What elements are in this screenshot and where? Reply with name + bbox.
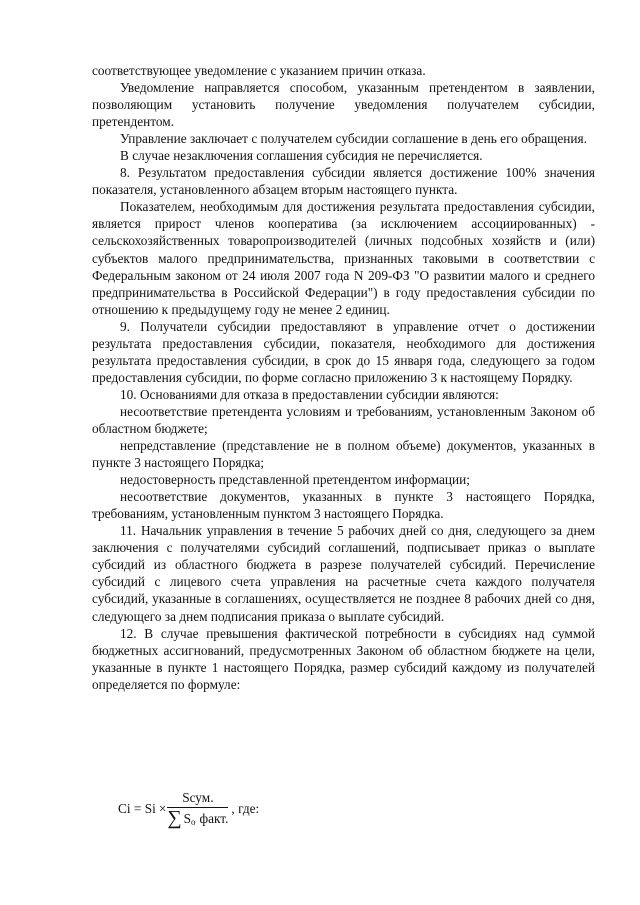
- paragraph-1: соответствующее уведомление с указанием причин отказа.: [92, 63, 426, 78]
- formula-numerator: Sсум.: [182, 790, 214, 805]
- formula-denominator-var: S: [183, 811, 191, 826]
- document-body: [92, 62, 595, 693]
- formula-denominator: [167, 808, 228, 827]
- paragraph-10: непредставление (представление не в полном объеме) документов, указанных в пункте 3 настоящего Порядка;: [92, 438, 595, 471]
- paragraph-11: недостоверность представленной претендентом информации;: [120, 472, 470, 488]
- paragraph-5: 8. Результатом предоставления субсидии является достижение 100% значения показателя, установленного абзацем вторым настоящего пункта.: [92, 165, 595, 198]
- formula-times-sign: ×: [158, 800, 167, 816]
- paragraph-8: 10. Основаниями для отказа в предоставлении субсидии являются:: [120, 386, 499, 402]
- formula-fraction: [167, 790, 228, 827]
- paragraph-7: 9. Получатели субсидии предоставляют в управление отчет о достижении результата предоставления субсидии, показателя, необходимого для достижения результата предоставления субсидии, в срок до 15 января года, следующего за годом предоставления субсидии, по форме согласно приложению 3 к настоящему Порядку.: [92, 318, 595, 385]
- paragraph-13: 11. Начальник управления в течение 5 рабочих дней со дня, следующего за днем заключения с получателями субсидий соглашений, подписывает приказ о выплате субсидий из областного бюджета в разрезе получателей субсидий. Перечисление субсидий с лицевого счета управления на расчетные счета каждого получателя субсидий, указанные в соглашениях, осуществляется не позднее 8 рабочих дней со дня, следующего за днем подписания приказа о выплате субсидий.: [92, 523, 595, 624]
- paragraph-2: Уведомление направляется способом, указанным претендентом в заявлении, позволяющим установить получение уведомления получателем субсидии, претендентом.: [92, 80, 595, 130]
- paragraph-14: 12. В случае превышения фактической потребности в субсидиях над суммой бюджетных ассигнований, предусмотренных Законом об областном бюджете на цели, указанные в пункте 1 настоящего Порядка, размер субсидий каждому из получателей определяется по формуле:: [92, 625, 595, 692]
- formula-lhs: Ci = Si: [118, 800, 156, 816]
- paragraph-6: Показателем, необходимым для достижения результата предоставления субсидии, является прирост членов кооператива (за исключением ассоциированных) - сельскохозяйственных товаропроизводителей (личных подсобных хозяйств и (или) субъектов малого предпринимательства, признанных таковыми в соответствии с Федеральным законом от 24 июля 2007 года N 209-ФЗ "О развитии малого и среднего предпринимательства в Российской Федерации") в году предоставления субсидии по отношению к предыдущему году не менее 2 единиц.: [92, 199, 595, 317]
- paragraph-9: несоответствие претендента условиям и требованиям, установленным Законом об областном бюджете;: [92, 403, 595, 436]
- paragraph-3: Управление заключает с получателем субсидии соглашение в день его обращения.: [120, 131, 587, 147]
- paragraph-4: В случае незаключения соглашения субсидия не перечисляется.: [120, 148, 483, 164]
- formula-tail: , где:: [231, 800, 260, 816]
- formula-denominator-suffix: факт.: [199, 811, 229, 826]
- formula-denominator-subscript: o: [190, 817, 196, 827]
- paragraph-12: несоответствие документов, указанных в пункте 3 настоящего Порядка, требованиям, установленным пунктом 3 настоящего Порядка.: [92, 489, 595, 522]
- sum-symbol: ∑: [167, 807, 182, 829]
- subsidy-formula: [118, 790, 259, 827]
